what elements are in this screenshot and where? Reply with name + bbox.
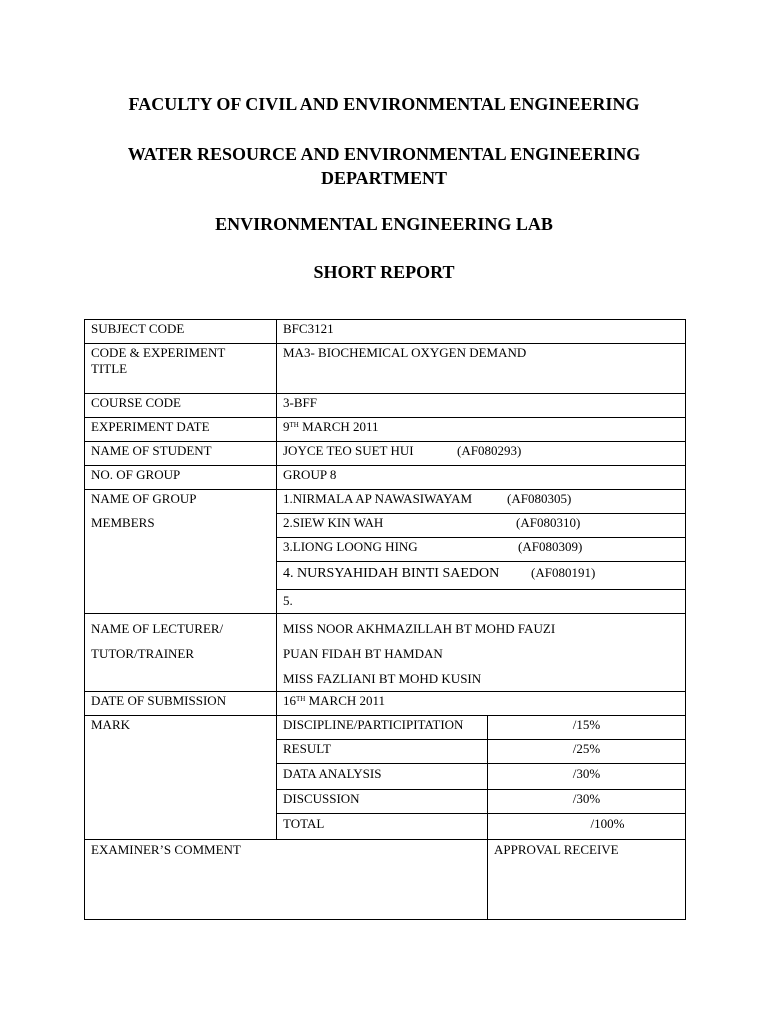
member-2-name: 2.SIEW KIN WAH (283, 515, 384, 530)
row-submission-date (85, 692, 686, 716)
mark-weight-3: /30% (488, 764, 686, 790)
member-3 (277, 538, 686, 562)
row-experiment-date (85, 418, 686, 442)
mark-criterion-5: TOTAL (277, 814, 488, 840)
mark-weight-2: /25% (488, 740, 686, 764)
department-heading-line1: WATER RESOURCE AND ENVIRONMENTAL ENGINEERING (127, 144, 641, 164)
mark-weight-1: /15% (488, 716, 686, 740)
row-member-2 (85, 514, 686, 538)
experiment-date-day: 9 (283, 419, 290, 434)
submission-date-suffix: TH (296, 695, 306, 703)
subject-code-value: BFC3121 (277, 320, 686, 344)
mark-label-spacer (85, 814, 277, 840)
experiment-date-rest: MARCH 2011 (298, 419, 379, 434)
row-comment (85, 840, 686, 920)
row-member-1 (85, 490, 686, 514)
group-value: GROUP 8 (277, 466, 686, 490)
submission-date-value (277, 692, 686, 716)
lecturer-label-line1: NAME OF LECTURER/ (91, 621, 224, 636)
row-group (85, 466, 686, 490)
course-code-label: COURSE CODE (85, 394, 277, 418)
experiment-title-label (85, 344, 277, 394)
row-member-3 (85, 538, 686, 562)
mark-label-spacer (85, 790, 277, 814)
mark-criterion-1: DISCIPLINE/PARTICIPITATION (277, 716, 488, 740)
department-heading (0, 142, 768, 190)
row-mark-4 (85, 790, 686, 814)
member-4 (277, 562, 686, 590)
mark-weight-5: /100% (488, 814, 686, 840)
members-label-spacer (85, 562, 277, 590)
student-id: (AF080293) (457, 443, 522, 458)
lecturer-name-1: MISS NOOR AKHMAZILLAH BT MOHD FAUZI (283, 621, 556, 636)
row-subject-code (85, 320, 686, 344)
mark-label-spacer (85, 740, 277, 764)
experiment-title-value: MA3- BIOCHEMICAL OXYGEN DEMAND (277, 344, 686, 394)
faculty-heading: FACULTY OF CIVIL AND ENVIRONMENTAL ENGINEERING (128, 94, 640, 114)
members-label-spacer (85, 538, 277, 562)
examiner-comment-box (85, 840, 488, 920)
approval-box (488, 840, 686, 920)
member-2-id: (AF080310) (516, 515, 581, 530)
mark-label: MARK (85, 716, 277, 740)
member-1-id: (AF080305) (507, 491, 572, 506)
report-cover-table (84, 319, 686, 920)
lecturer-label (85, 614, 277, 692)
lab-heading: ENVIRONMENTAL ENGINEERING LAB (215, 214, 553, 234)
experiment-date-suffix: TH (289, 421, 299, 429)
member-1 (277, 490, 686, 514)
member-3-id: (AF080309) (518, 539, 583, 554)
mark-criterion-3: DATA ANALYSIS (277, 764, 488, 790)
members-label-spacer (85, 590, 277, 614)
student-name: JOYCE TEO SUET HUI (283, 443, 414, 458)
lecturer-label-line2: TUTOR/TRAINER (91, 646, 195, 661)
row-course-code (85, 394, 686, 418)
experiment-date-value (277, 418, 686, 442)
member-1-name: 1.NIRMALA AP NAWASIWAYAM (283, 491, 473, 506)
course-code-value: 3-BFF (277, 394, 686, 418)
submission-date-day: 16 (283, 693, 296, 708)
lecturer-name-3: MISS FAZLIANI BT MOHD KUSIN (283, 671, 482, 686)
member-5 (277, 590, 686, 614)
report-type-heading: SHORT REPORT (313, 262, 455, 282)
lecturer-name-2: PUAN FIDAH BT HAMDAN (283, 646, 443, 661)
student-value (277, 442, 686, 466)
mark-weight-4: /30% (488, 790, 686, 814)
row-mark-5 (85, 814, 686, 840)
approval-label: APPROVAL RECEIVE (494, 842, 619, 857)
member-4-id: (AF080191) (531, 565, 596, 580)
member-5-name: 5. (283, 593, 293, 608)
experiment-title-label-line1: CODE & EXPERIMENT (91, 345, 226, 360)
member-2 (277, 514, 686, 538)
subject-code-label: SUBJECT CODE (85, 320, 277, 344)
submission-date-label: DATE OF SUBMISSION (85, 692, 277, 716)
row-member-5 (85, 590, 686, 614)
submission-date-rest: MARCH 2011 (305, 693, 386, 708)
department-heading-line2: DEPARTMENT (320, 168, 448, 188)
student-label: NAME OF STUDENT (85, 442, 277, 466)
mark-criterion-2: RESULT (277, 740, 488, 764)
row-mark-2 (85, 740, 686, 764)
row-member-4 (85, 562, 686, 590)
lecturer-names (277, 614, 686, 692)
row-mark-3 (85, 764, 686, 790)
members-label-line2: MEMBERS (85, 514, 277, 538)
row-experiment-title (85, 344, 686, 394)
examiner-comment-label: EXAMINER’S COMMENT (91, 842, 241, 857)
group-label: NO. OF GROUP (85, 466, 277, 490)
members-label-line1: NAME OF GROUP (85, 490, 277, 514)
member-4-name: 4. NURSYAHIDAH BINTI SAEDON (283, 566, 500, 581)
row-lecturer (85, 614, 686, 692)
row-mark-1 (85, 716, 686, 740)
member-3-name: 3.LIONG LOONG HING (283, 539, 418, 554)
experiment-date-label: EXPERIMENT DATE (85, 418, 277, 442)
experiment-title-label-line2: TITLE (91, 361, 128, 376)
row-student (85, 442, 686, 466)
mark-criterion-4: DISCUSSION (277, 790, 488, 814)
mark-label-spacer (85, 764, 277, 790)
